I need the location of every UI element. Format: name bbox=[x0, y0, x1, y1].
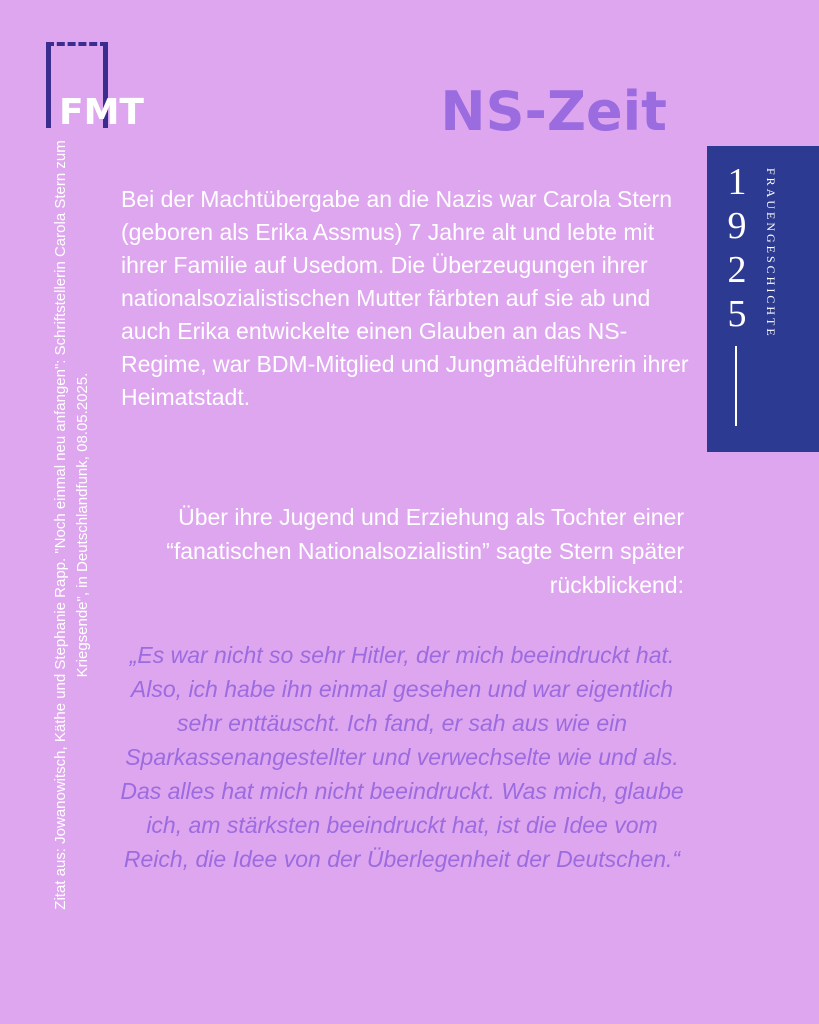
year-digits bbox=[723, 160, 751, 336]
page-title: NS-Zeit bbox=[440, 80, 667, 143]
series-label: FRAUENGESCHICHTE bbox=[764, 168, 778, 339]
year-digit: 5 bbox=[727, 293, 747, 335]
quote-text: „Es war nicht so sehr Hitler, der mich beeindruckt hat. Also, ich habe ihn einmal gesehen und war eigentlich sehr enttäuscht. Ich fand, er sah aus wie ein Sparkassenangestellter und verwechselte wie und als. Das alles hat mich nicht beeindruckt. Was mich, glaube ich, am stärksten beeindruckt hat, ist die Idee vom Reich, die Idee von der Überlegenheit der Deutschen.“ bbox=[120, 642, 684, 872]
quote-citation: Zitat aus: Jowanowitsch, Käthe und Stephanie Rapp. "Noch einmal neu anfangen": Schriftstellerin Carola Stern zum Kriegsende", in Deutschlandfunk, 08.05.2025. bbox=[52, 140, 91, 910]
year-divider bbox=[735, 346, 737, 426]
intro-paragraph: Bei der Machtübergabe an die Nazis war Carola Stern (geboren als Erika Assmus) 7 Jahre alt und lebte mit ihrer Familie auf Usedom. Die Überzeugungen ihrer nationalsozialistischen Mutter färbten auf sie ab und auch Erika entwickelte einen Glauben an das NS-Regime, war BDM-Mitglied und Jungmädelführerin ihrer Heimatstadt. bbox=[121, 186, 689, 410]
year-digit: 1 bbox=[727, 161, 747, 203]
lead-in-paragraph: Über ihre Jugend und Erziehung als Tochter einer “fanatischen Nationalsozialistin” sagte Stern später rückblickend: bbox=[166, 504, 684, 598]
year-digit: 2 bbox=[727, 249, 747, 291]
year-digit: 9 bbox=[727, 205, 747, 247]
year-badge bbox=[707, 146, 819, 452]
logo-text: FMT bbox=[59, 92, 144, 133]
